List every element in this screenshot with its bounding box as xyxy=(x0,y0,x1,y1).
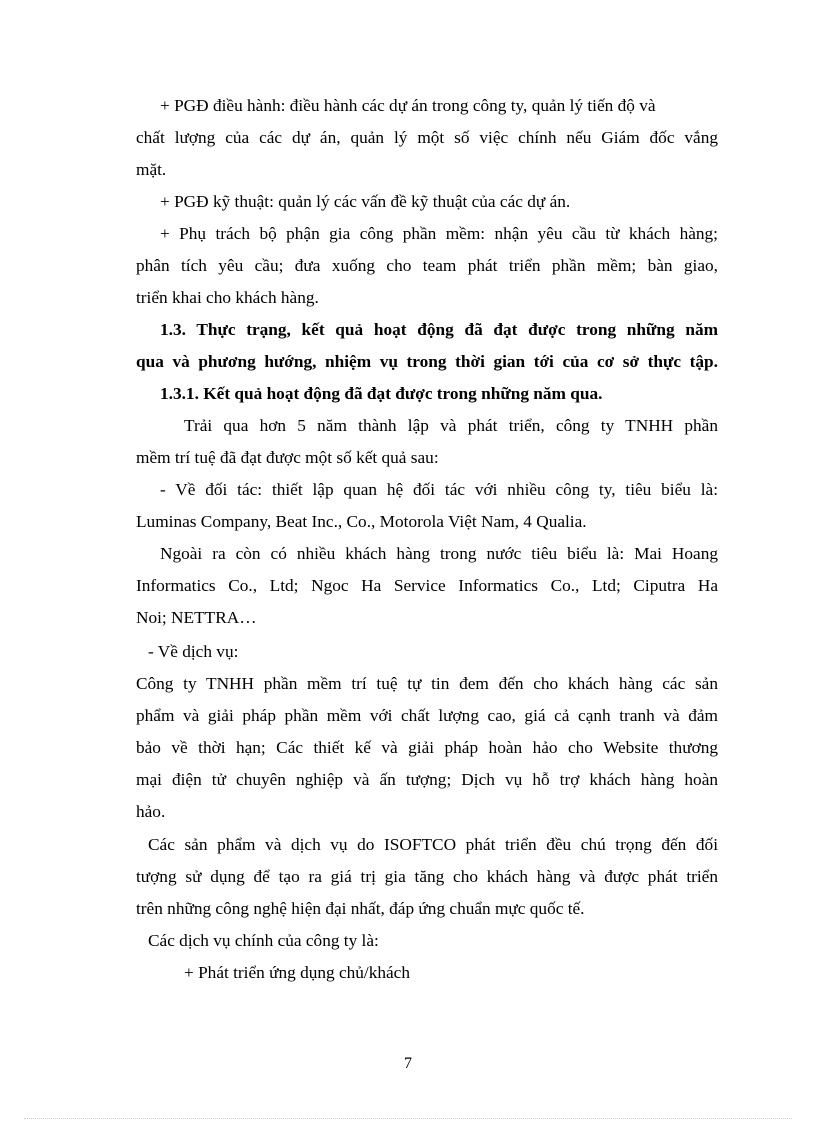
text-line: Trải qua hơn 5 năm thành lập và phát triển, công ty TNHH phần xyxy=(184,416,718,435)
text-line: bảo về thời hạn; Các thiết kế và giải pháp hoàn hảo cho Website thương xyxy=(136,738,718,757)
text-line: phẩm và giải pháp phần mềm với chất lượng cao, giá cả cạnh tranh và đảm xyxy=(136,706,718,725)
subsection-heading: 1.3.1. Kết quả hoạt động đã đạt được trong những năm qua. xyxy=(160,384,603,403)
text-line: Informatics Co., Ltd; Ngoc Ha Service Informatics Co., Ltd; Ciputra Ha xyxy=(136,576,718,595)
text-line: + Phát triển ứng dụng chủ/khách xyxy=(184,963,410,982)
text-line: + Phụ trách bộ phận gia công phần mềm: nhận yêu cầu từ khách hàng; xyxy=(160,224,718,243)
text-line: - Về dịch vụ: xyxy=(148,642,239,661)
text-line: tượng sử dụng để tạo ra giá trị gia tăng cho khách hàng và được phát triển xyxy=(136,867,718,886)
text-line: mềm trí tuệ đã đạt được một số kết quả sau: xyxy=(136,448,439,467)
section-heading: 1.3. Thực trạng, kết quả hoạt động đã đạt được trong những năm xyxy=(160,320,718,339)
text-line: trên những công nghệ hiện đại nhất, đáp ứng chuẩn mực quốc tế. xyxy=(136,899,585,918)
text-line: chất lượng của các dự án, quản lý một số việc chính nếu Giám đốc vắng xyxy=(136,128,718,147)
section-heading: qua và phương hướng, nhiệm vụ trong thời gian tới của cơ sở thực tập. xyxy=(136,352,718,371)
text-line: + PGĐ điều hành: điều hành các dự án trong công ty, quản lý tiến độ và xyxy=(160,96,656,115)
text-line: Các sản phẩm và dịch vụ do ISOFTCO phát triển đều chú trọng đến đối xyxy=(148,835,718,854)
text-line: phân tích yêu cầu; đưa xuống cho team phát triển phần mềm; bàn giao, xyxy=(136,256,718,275)
text-line: Các dịch vụ chính của công ty là: xyxy=(148,931,379,950)
text-line: mại điện tử chuyên nghiệp và ấn tượng; Dịch vụ hỗ trợ khách hàng hoàn xyxy=(136,770,718,789)
text-line: triển khai cho khách hàng. xyxy=(136,288,319,307)
text-line: - Về đối tác: thiết lập quan hệ đối tác với nhiều công ty, tiêu biểu là: xyxy=(160,480,718,499)
text-line: Ngoài ra còn có nhiều khách hàng trong nước tiêu biểu là: Mai Hoang xyxy=(160,544,718,563)
text-line: Noi; NETTRA… xyxy=(136,608,257,627)
text-line: Công ty TNHH phần mềm trí tuệ tự tin đem đến cho khách hàng các sản xyxy=(136,674,718,693)
text-line: hảo. xyxy=(136,802,166,821)
text-line: mặt. xyxy=(136,160,167,179)
text-line: + PGĐ kỹ thuật: quản lý các vấn đề kỹ thuật của các dự án. xyxy=(160,192,571,211)
text-line: Luminas Company, Beat Inc., Co., Motorola Việt Nam, 4 Qualia. xyxy=(136,512,587,531)
page-number: 7 xyxy=(404,1055,412,1072)
page-border-rule xyxy=(24,1118,792,1119)
